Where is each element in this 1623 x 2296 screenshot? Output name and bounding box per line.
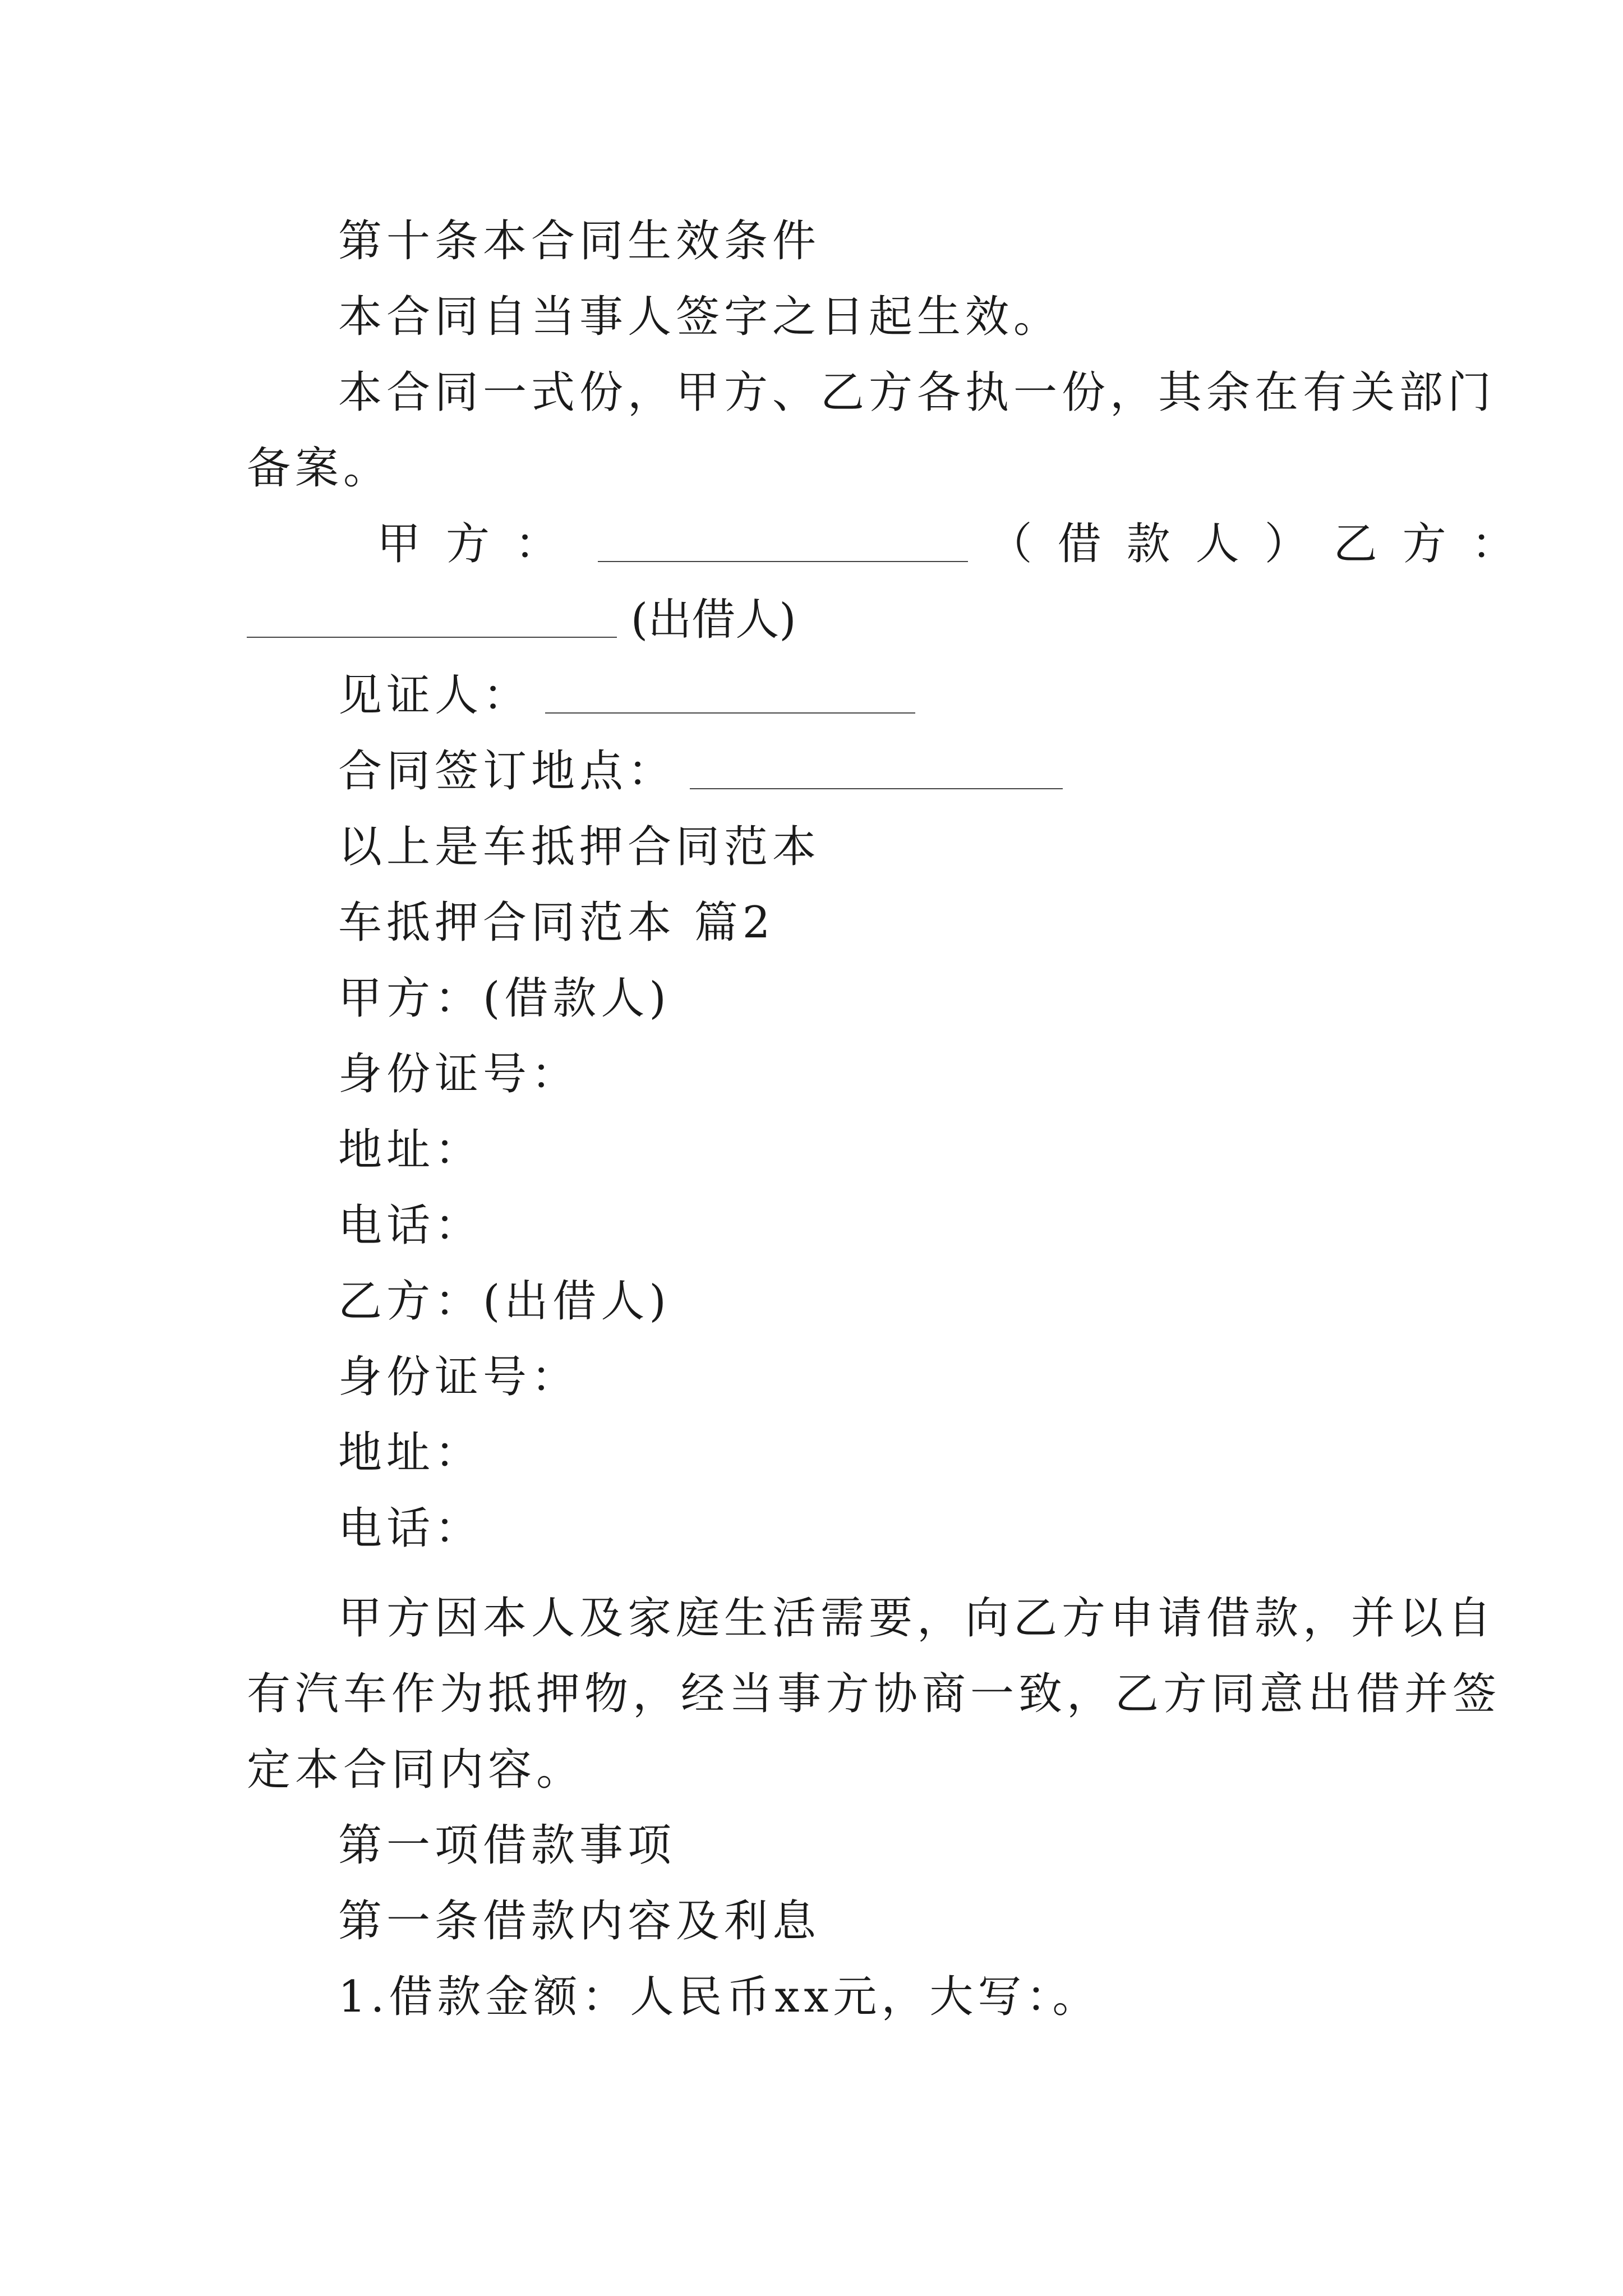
party-b-id: 身份证号：: [338, 1352, 580, 1402]
party-b-signature-blank[interactable]: [247, 600, 617, 638]
party-a-role-party-b-label: （借款人）乙方：: [988, 519, 1541, 569]
copies-clause: 本合同一式份，甲方、乙方各执一份，其余在有关部门: [338, 367, 1496, 418]
party-a-id: 身份证号：: [338, 1049, 580, 1099]
loan-amount-clause: 1.借款金额：人民币xx元，大写：。: [338, 1972, 1101, 2022]
party-a-address: 地址：: [338, 1125, 483, 1175]
party-a-signature-blank[interactable]: [598, 524, 968, 562]
signing-place-line: [338, 740, 1063, 802]
witness-line: [338, 665, 915, 726]
article-10-heading: 第十条本合同生效条件: [338, 216, 821, 266]
signing-place-blank[interactable]: [690, 751, 1063, 789]
intro-paragraph-line-1: 甲方因本人及家庭生活需要，向乙方申请借款，并以自: [338, 1593, 1496, 1644]
party-a-phone: 电话：: [338, 1200, 483, 1251]
article-1-heading: 第一条借款内容及利息: [338, 1896, 821, 1947]
intro-paragraph-line-2: 有汽车作为抵押物，经当事方协商一致，乙方同意出借并签: [247, 1669, 1501, 1719]
effective-clause: 本合同自当事人签字之日起生效。: [338, 292, 1062, 342]
copies-clause-cont: 备案。: [247, 443, 392, 494]
section-title-2: 车抵押合同范本 篇2: [338, 898, 775, 948]
party-b-role: (出借人): [630, 595, 796, 645]
section-end-note: 以上是车抵押合同范本: [338, 822, 821, 872]
intro-paragraph-line-3: 定本合同内容。: [247, 1745, 585, 1795]
signature-line-party-b: [247, 589, 796, 651]
witness-label: 见证人：: [338, 670, 532, 721]
party-b-phone: 电话：: [338, 1503, 483, 1554]
party-b-address: 地址：: [338, 1428, 483, 1478]
loan-section-heading: 第一项借款事项: [338, 1820, 676, 1871]
signature-line-parties: [377, 513, 1541, 575]
party-b-title: 乙方：(出借人): [338, 1276, 671, 1327]
party-a-label: 甲方：: [377, 519, 584, 569]
witness-blank[interactable]: [545, 675, 915, 714]
signing-place-label: 合同签订地点：: [338, 746, 676, 797]
party-a-title: 甲方：(借款人): [338, 973, 671, 1024]
